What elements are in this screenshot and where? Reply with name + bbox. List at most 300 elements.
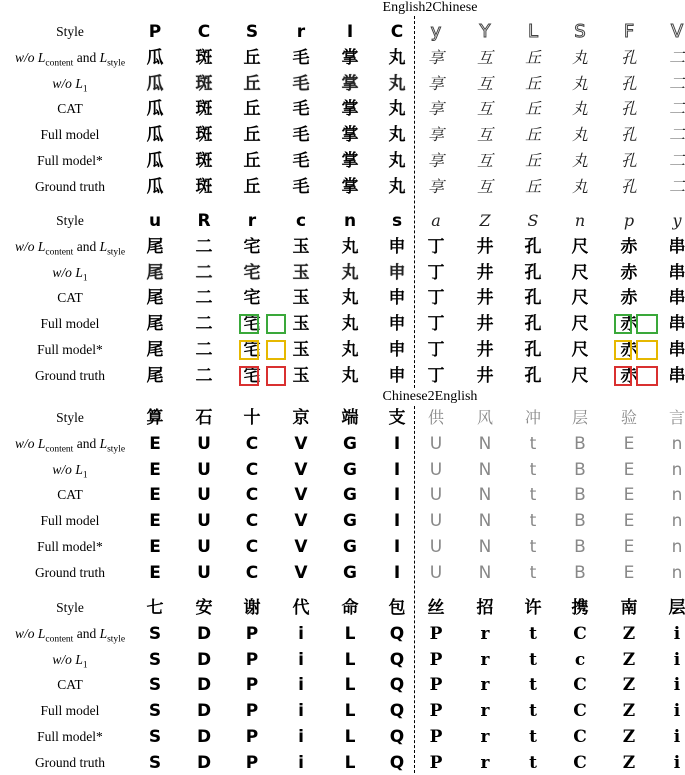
glyph-cell: 二: [668, 47, 685, 67]
glyph-cell: 井: [476, 236, 494, 257]
row-label-text: CAT: [57, 487, 83, 503]
glyph-cell: 掌: [341, 151, 359, 171]
row-label-conjunction: and: [73, 625, 100, 641]
glyph-cell: N: [478, 459, 492, 480]
glyph-cell: G: [343, 459, 357, 480]
glyph-cell: 宅: [243, 314, 261, 335]
row-label-text: Style: [56, 213, 84, 228]
row-label-text: Ground truth: [34, 367, 106, 383]
glyph-cell: C: [573, 727, 587, 747]
glyph-cell: 丸: [341, 288, 359, 309]
glyph-cell: i: [298, 727, 304, 747]
glyph-cell: 申: [388, 288, 406, 309]
row-label-prefix: w/o: [14, 435, 38, 451]
row-label-full: [0, 126, 140, 144]
glyph-cell: 玉: [292, 262, 310, 283]
glyph-cell: D: [196, 649, 212, 670]
glyph-cell: a: [431, 211, 441, 230]
row-label-wo_l1: [0, 461, 140, 485]
glyph-cell: L: [344, 675, 356, 696]
glyph-cell: 二: [195, 288, 213, 309]
glyph-cell: N: [478, 562, 492, 583]
glyph-cell: 言: [668, 408, 685, 427]
glyph-cell: 二: [668, 125, 685, 145]
glyph-cell: I: [393, 433, 401, 454]
highlight-box-red: [239, 366, 259, 386]
row-label-style: [0, 212, 140, 230]
row-label-loss-subscript: content: [45, 247, 74, 258]
glyph-cell: 掌: [341, 125, 359, 146]
glyph-cell: 孔: [524, 314, 542, 335]
glyph-cell: U: [429, 562, 443, 583]
glyph-cell: E: [149, 562, 161, 583]
row-label-wo_l1: [0, 75, 140, 99]
glyph-cell: P: [429, 701, 443, 722]
row-label-text: Full model: [40, 127, 100, 143]
glyph-cell: 供: [427, 408, 444, 427]
glyph-cell: 掌: [341, 176, 359, 197]
glyph-cell: 二: [668, 176, 685, 196]
glyph-cell: 招: [476, 598, 494, 618]
row-label-gt: [0, 178, 140, 196]
row-label-text: Full model*: [37, 539, 103, 554]
glyph-cell: C: [245, 433, 259, 454]
glyph-cell: 赤: [620, 262, 638, 283]
glyph-cell: D: [196, 623, 212, 644]
glyph-cell: 尾: [146, 288, 164, 309]
glyph-cell: 宅: [243, 236, 261, 257]
glyph-cell: 端: [341, 408, 359, 428]
glyph-cell: E: [623, 433, 635, 454]
glyph-cell: 验: [620, 408, 637, 427]
glyph-cell: 玉: [292, 365, 310, 386]
glyph-cell: 代: [292, 598, 310, 618]
glyph-cell: n: [671, 562, 683, 583]
glyph-cell: 丘: [524, 125, 541, 145]
row-label-full: [0, 315, 140, 333]
glyph-cell: 毛: [292, 176, 310, 197]
glyph-cell: p: [623, 211, 635, 230]
glyph-cell: 毛: [292, 99, 310, 120]
glyph-cell: 尾: [146, 314, 164, 335]
row-label-text: CAT: [57, 290, 83, 306]
glyph-cell: B: [574, 537, 586, 557]
row-label-wo_lc_ls: [0, 49, 140, 73]
glyph-cell: n: [671, 511, 683, 532]
glyph-cell: S: [148, 675, 162, 696]
glyph-cell: E: [149, 485, 161, 506]
glyph-cell: C: [245, 562, 259, 583]
glyph-cell: C: [245, 459, 259, 480]
glyph-cell: 毛: [292, 73, 310, 94]
glyph-cell: U: [197, 459, 211, 480]
glyph-cell: 尺: [571, 365, 589, 386]
glyph-cell: I: [393, 459, 401, 480]
glyph-cell: 丁: [427, 340, 445, 360]
glyph-cell: V: [670, 21, 684, 42]
row-label-conjunction: and: [73, 49, 100, 65]
glyph-cell: 二: [668, 151, 685, 170]
glyph-cell: 丸: [341, 340, 359, 360]
glyph-cell: 享: [427, 99, 444, 119]
glyph-cell: i: [673, 752, 681, 773]
glyph-cell: 申: [388, 314, 406, 335]
glyph-cell: i: [298, 752, 304, 773]
row-label-gt: [0, 367, 140, 385]
glyph-cell: L: [344, 701, 356, 722]
row-label-full_star: [0, 341, 140, 359]
glyph-cell: 串: [668, 288, 685, 309]
glyph-cell: t: [529, 485, 537, 506]
glyph-cell: 命: [341, 598, 359, 618]
glyph-cell: 串: [668, 365, 685, 386]
row-label-wo_lc_ls: [0, 435, 140, 459]
glyph-cell: S: [148, 623, 162, 644]
glyph-cell: 尾: [146, 340, 164, 360]
glyph-cell: 宅: [243, 340, 261, 360]
glyph-cell: E: [623, 537, 635, 557]
glyph-cell: 丘: [243, 151, 261, 171]
glyph-cell: 斑: [195, 125, 213, 146]
glyph-cell: 冲: [524, 408, 541, 427]
glyph-cell: Q: [389, 752, 405, 773]
row-label-loss-symbol: L: [75, 461, 83, 477]
glyph-cell: U: [197, 511, 211, 532]
glyph-cell: 丸: [571, 99, 588, 119]
row-label-text: Full model*: [37, 342, 103, 357]
row-label-full: [0, 702, 140, 720]
glyph-cell: 丘: [524, 73, 541, 93]
glyph-cell: E: [623, 459, 635, 480]
glyph-cell: i: [298, 701, 304, 722]
glyph-cell: 斑: [195, 176, 213, 197]
glyph-cell: c: [295, 211, 307, 231]
glyph-cell: r: [480, 623, 490, 644]
glyph-cell: t: [529, 727, 537, 747]
glyph-cell: U: [429, 459, 443, 480]
row-label-text: Full model: [40, 513, 100, 529]
glyph-cell: Z: [622, 623, 636, 644]
glyph-cell: S: [245, 22, 259, 42]
glyph-cell: 孔: [524, 288, 542, 309]
glyph-cell: V: [294, 485, 308, 506]
glyph-cell: 互: [476, 99, 493, 119]
row-label-style: [0, 599, 140, 617]
row-label-gt: [0, 564, 140, 582]
glyph-cell: B: [574, 485, 586, 506]
highlight-box-yellow: [239, 340, 259, 360]
glyph-cell: 串: [668, 236, 685, 257]
row-label-cat: [0, 486, 140, 504]
glyph-cell: I: [393, 562, 401, 583]
row-label-prefix: w/o: [52, 75, 76, 91]
glyph-cell: 尾: [146, 262, 164, 283]
row-label-loss-subscript: 1: [82, 470, 88, 481]
glyph-cell: Q: [389, 675, 405, 696]
glyph-cell: y: [430, 21, 442, 42]
row-label-prefix: w/o: [52, 461, 76, 477]
glyph-cell: E: [149, 433, 161, 454]
glyph-cell: 斑: [195, 151, 213, 171]
glyph-cell: L: [344, 752, 356, 773]
glyph-cell: C: [390, 22, 404, 42]
glyph-cell: 丸: [571, 151, 588, 170]
glyph-cell: 包: [388, 598, 406, 618]
glyph-cell: V: [294, 433, 308, 454]
row-label-text: CAT: [57, 677, 83, 693]
glyph-cell: r: [480, 649, 490, 670]
glyph-cell: t: [529, 459, 537, 480]
row-label-style: [0, 23, 140, 41]
glyph-cell: t: [529, 511, 537, 532]
row-label-text: Full model: [40, 703, 100, 719]
glyph-cell: U: [197, 537, 211, 557]
row-label-conjunction: and: [73, 238, 100, 254]
glyph-cell: 孔: [620, 176, 637, 196]
glyph-cell: V: [294, 459, 308, 480]
glyph-cell: 瓜: [146, 99, 164, 120]
glyph-cell: 算: [146, 408, 164, 428]
glyph-cell: P: [245, 675, 259, 696]
glyph-cell: 层: [571, 408, 588, 427]
glyph-cell: U: [429, 537, 443, 557]
glyph-cell: 南: [620, 598, 638, 618]
glyph-cell: 井: [476, 288, 494, 309]
glyph-cell: C: [245, 511, 259, 532]
highlight-box-yellow: [266, 340, 286, 360]
glyph-cell: I: [393, 537, 401, 557]
glyph-cell: r: [296, 22, 306, 42]
glyph-cell: 孔: [524, 236, 542, 257]
glyph-cell: 支: [388, 408, 406, 428]
glyph-cell: 丸: [571, 176, 588, 196]
row-label-prefix: w/o: [14, 625, 38, 641]
glyph-cell: 丁: [427, 262, 445, 283]
glyph-cell: V: [294, 562, 308, 583]
glyph-cell: 丘: [243, 73, 261, 94]
glyph-cell: 丸: [388, 176, 406, 197]
glyph-cell: 掌: [341, 99, 359, 120]
row-label-full_star: [0, 728, 140, 746]
glyph-cell: y: [672, 211, 682, 230]
heading-chinese2english: Chinese2English: [382, 389, 478, 404]
glyph-cell: S: [148, 701, 162, 722]
glyph-cell: 丘: [243, 99, 261, 120]
glyph-cell: n: [574, 211, 586, 230]
glyph-cell: L: [344, 649, 356, 670]
glyph-cell: 安: [195, 598, 213, 618]
row-label-loss-symbol: L: [99, 435, 108, 451]
glyph-cell: 互: [476, 125, 493, 145]
highlight-box-green: [636, 314, 658, 334]
row-label-text: Full model*: [37, 153, 103, 168]
glyph-cell: C: [573, 701, 587, 722]
glyph-cell: B: [574, 433, 586, 454]
row-label-loss-subscript: 1: [82, 84, 88, 95]
glyph-cell: S: [527, 211, 539, 230]
glyph-cell: 二: [195, 365, 213, 386]
glyph-cell: U: [197, 562, 211, 583]
row-label-wo_l1: [0, 264, 140, 288]
glyph-cell: I: [346, 22, 354, 42]
row-label-text: CAT: [57, 101, 83, 117]
glyph-cell: i: [673, 649, 681, 670]
glyph-cell: B: [574, 459, 586, 480]
row-label-full_star: [0, 152, 140, 170]
glyph-cell: n: [671, 485, 683, 506]
glyph-cell: N: [478, 537, 492, 557]
glyph-cell: 丸: [571, 47, 588, 67]
row-label-text: Style: [56, 600, 84, 615]
glyph-cell: 毛: [292, 151, 310, 171]
row-label-wo_l1: [0, 651, 140, 675]
glyph-cell: 孔: [524, 262, 542, 283]
glyph-cell: 二: [668, 73, 685, 93]
glyph-cell: S: [148, 752, 162, 773]
glyph-cell: 互: [476, 176, 493, 196]
glyph-cell: 串: [668, 340, 685, 360]
glyph-cell: C: [197, 22, 211, 42]
glyph-cell: 携: [571, 598, 589, 618]
glyph-cell: 享: [427, 73, 444, 93]
glyph-cell: U: [197, 433, 211, 454]
glyph-cell: L: [344, 623, 356, 644]
glyph-cell: 丸: [388, 125, 406, 146]
glyph-cell: i: [298, 649, 304, 670]
row-label-loss-subscript: 1: [82, 273, 88, 284]
glyph-cell: 京: [292, 408, 310, 428]
glyph-cell: t: [529, 752, 537, 773]
glyph-cell: 申: [388, 236, 406, 257]
row-label-prefix: w/o: [14, 49, 38, 65]
highlight-box-green: [614, 314, 632, 334]
glyph-cell: V: [294, 537, 308, 557]
glyph-cell: C: [573, 675, 587, 696]
glyph-cell: s: [391, 211, 403, 231]
row-label-loss-subscript: content: [45, 58, 74, 69]
row-label-loss-subscript: content: [45, 634, 74, 645]
glyph-cell: P: [429, 649, 443, 670]
row-label-text: Ground truth: [34, 754, 106, 770]
glyph-cell: 赤: [620, 340, 638, 360]
glyph-cell: n: [671, 433, 683, 454]
glyph-cell: 申: [388, 262, 406, 283]
glyph-cell: S: [574, 21, 586, 42]
highlight-box-green: [239, 314, 259, 334]
glyph-cell: C: [245, 537, 259, 557]
glyph-cell: 掌: [341, 47, 359, 68]
glyph-cell: 享: [427, 125, 444, 145]
glyph-cell: U: [197, 485, 211, 506]
glyph-cell: 瓜: [146, 125, 164, 146]
glyph-cell: 丘: [524, 176, 541, 196]
row-label-loss-symbol: L: [75, 264, 83, 280]
glyph-cell: n: [671, 459, 683, 480]
row-label-loss-subscript: style: [107, 444, 126, 455]
row-label-loss-symbol: L: [37, 238, 46, 254]
glyph-cell: 瓜: [146, 73, 164, 94]
glyph-cell: 丘: [243, 176, 261, 197]
row-label-text: Style: [56, 24, 84, 39]
row-label-text: Ground truth: [34, 564, 106, 580]
row-label-conjunction: and: [73, 435, 100, 451]
glyph-cell: 尺: [571, 340, 589, 360]
row-label-prefix: w/o: [52, 264, 76, 280]
glyph-cell: 串: [668, 262, 685, 283]
glyph-cell: 井: [476, 314, 494, 335]
glyph-cell: 井: [476, 365, 494, 386]
row-label-loss-symbol: L: [75, 75, 83, 91]
glyph-cell: 丘: [243, 125, 261, 146]
glyph-cell: Z: [622, 752, 636, 773]
row-label-cat: [0, 289, 140, 307]
glyph-cell: 宅: [243, 365, 261, 386]
glyph-cell: 丘: [243, 47, 261, 68]
glyph-cell: Q: [389, 623, 405, 644]
row-label-wo_lc_ls: [0, 238, 140, 262]
glyph-cell: 层: [668, 598, 685, 618]
row-label-loss-symbol: L: [99, 238, 108, 254]
glyph-cell: I: [393, 511, 401, 532]
glyph-cell: 二: [195, 314, 213, 335]
glyph-cell: 孔: [620, 73, 637, 93]
glyph-cell: 许: [524, 598, 542, 618]
glyph-cell: t: [529, 675, 537, 696]
glyph-cell: 丸: [388, 47, 406, 68]
glyph-cell: C: [245, 485, 259, 506]
glyph-cell: P: [245, 649, 259, 670]
glyph-cell: V: [294, 511, 308, 532]
glyph-cell: 孔: [620, 99, 637, 119]
glyph-cell: i: [298, 675, 304, 696]
glyph-cell: N: [478, 485, 492, 506]
glyph-cell: 玉: [292, 288, 310, 309]
glyph-cell: c: [574, 649, 586, 670]
glyph-cell: G: [343, 562, 357, 583]
glyph-cell: Z: [479, 211, 491, 230]
glyph-cell: 丁: [427, 314, 445, 335]
glyph-cell: Z: [622, 701, 636, 722]
glyph-cell: 尺: [571, 288, 589, 309]
glyph-cell: 互: [476, 73, 493, 93]
glyph-cell: 互: [476, 151, 493, 170]
glyph-cell: D: [196, 727, 212, 747]
row-label-text: Style: [56, 410, 84, 425]
glyph-cell: 二: [195, 340, 213, 360]
row-label-full_star: [0, 538, 140, 556]
glyph-cell: 互: [476, 47, 493, 67]
row-label-loss-subscript: 1: [82, 660, 88, 671]
glyph-cell: t: [529, 701, 537, 722]
glyph-cell: 丁: [427, 236, 445, 257]
glyph-cell: 丁: [427, 288, 445, 309]
highlight-box-yellow: [636, 340, 658, 360]
glyph-cell: 孔: [524, 340, 542, 360]
row-label-text: Full model*: [37, 729, 103, 744]
row-label-loss-symbol: L: [99, 625, 108, 641]
glyph-cell: Y: [479, 21, 491, 42]
glyph-cell: t: [529, 433, 537, 454]
glyph-cell: 十: [243, 408, 261, 428]
row-label-loss-symbol: L: [37, 625, 46, 641]
glyph-cell: t: [529, 537, 537, 557]
row-label-loss-symbol: L: [99, 49, 108, 65]
row-label-text: Ground truth: [34, 178, 106, 194]
highlight-box-green: [266, 314, 286, 334]
glyph-cell: 宅: [243, 262, 261, 283]
glyph-cell: u: [148, 211, 162, 231]
glyph-cell: Q: [389, 727, 405, 747]
